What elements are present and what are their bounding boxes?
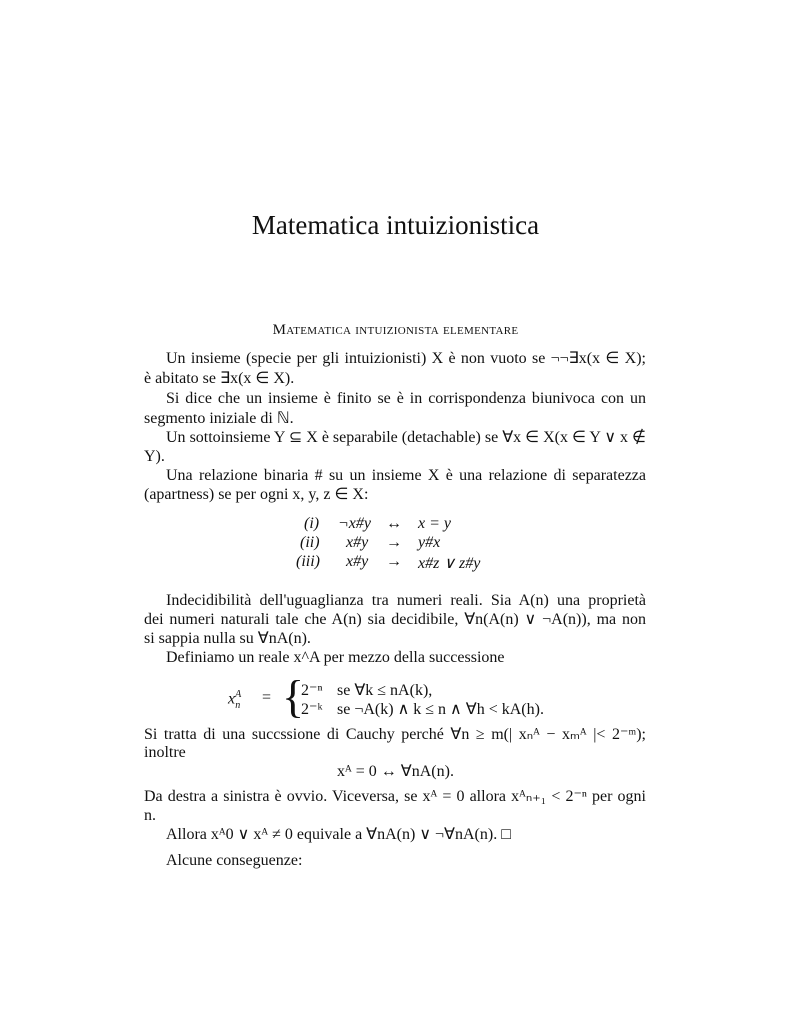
section-heading: Matematica intuizionista elementare	[272, 322, 519, 338]
case-condition: se ∀k ≤ nA(k),	[337, 682, 433, 699]
text-line: Una relazione binaria # su un insieme X è una relazione di separatezza	[166, 467, 646, 484]
text-line: segmento iniziale di ℕ.	[144, 410, 294, 427]
property-label: (i)	[304, 515, 320, 532]
text-line: dei numeri naturali tale che A(n) sia decidibile, ∀n(A(n) ∨ ¬A(n)), ma non	[144, 611, 646, 628]
text-line: Indecidibilità dell'uguaglianza tra numeri reali. Sia A(n) una proprietà	[166, 592, 646, 609]
property-arrow: →	[386, 534, 402, 551]
text-line: è abitato se ∃x(x ∈ X).	[144, 370, 295, 387]
property-rhs: y#x	[418, 534, 441, 551]
text-line: n.	[144, 807, 156, 824]
display-equation: xᴬ = 0 ↔ ∀nA(n).	[337, 763, 454, 780]
case-value: 2⁻ⁿ	[301, 682, 323, 699]
sequence-sub: n	[235, 699, 241, 711]
text-line: Si tratta di una succssione di Cauchy perché ∀n ≥ m(| xₙᴬ − xₘᴬ |< 2⁻ᵐ);	[144, 726, 646, 743]
sequence-base: x	[228, 690, 236, 708]
property-lhs: x#y	[346, 553, 369, 570]
property-label: (iii)	[296, 553, 320, 570]
case-value: 2⁻ᵏ	[301, 701, 323, 718]
text-line: Da destra a sinistra è ovvio. Viceversa, se xᴬ = 0 allora xᴬₙ₊₁ < 2⁻ⁿ per ogni	[144, 788, 646, 805]
property-lhs: ¬x#y	[338, 515, 371, 532]
text-line: inoltre	[144, 744, 186, 761]
case-condition: se ¬A(k) ∧ k ≤ n ∧ ∀h < kA(h).	[337, 701, 544, 718]
text-line: Un insieme (specie per gli intuizionisti) X è non vuoto se ¬¬∃x(x ∈ X);	[166, 350, 646, 367]
text-line: si sappia nulla su ∀nA(n).	[144, 630, 311, 647]
document-title: Matematica intuizionistica	[251, 210, 540, 240]
property-rhs: x = y	[418, 515, 451, 532]
text-line: Definiamo un reale x^A per mezzo della successione	[166, 649, 505, 666]
property-label: (ii)	[300, 534, 320, 551]
text-line: Y).	[144, 448, 165, 465]
left-brace: {	[282, 671, 305, 722]
sequence-sup: A	[235, 689, 242, 700]
equals-sign: =	[262, 689, 272, 706]
property-lhs: x#y	[346, 534, 369, 551]
property-arrow: ↔	[386, 515, 402, 532]
text-line: Alcune conseguenze:	[166, 852, 303, 869]
text-line: (apartness) se per ogni x, y, z ∈ X:	[144, 486, 369, 503]
text-line: Allora xᴬ0 ∨ xᴬ ≠ 0 equivale a ∀nA(n) ∨ ¬∀nA(n). □	[166, 826, 511, 843]
property-rhs: x#z ∨ z#y	[418, 555, 481, 572]
sequence-symbol	[228, 689, 240, 711]
property-arrow: →	[386, 553, 402, 570]
text-line: Si dice che un insieme è finito se è in corrispondenza biunivoca con un	[166, 390, 646, 407]
text-line: Un sottoinsieme Y ⊆ X è separabile (detachable) se ∀x ∈ X(x ∈ Y ∨ x ∉	[166, 429, 646, 446]
